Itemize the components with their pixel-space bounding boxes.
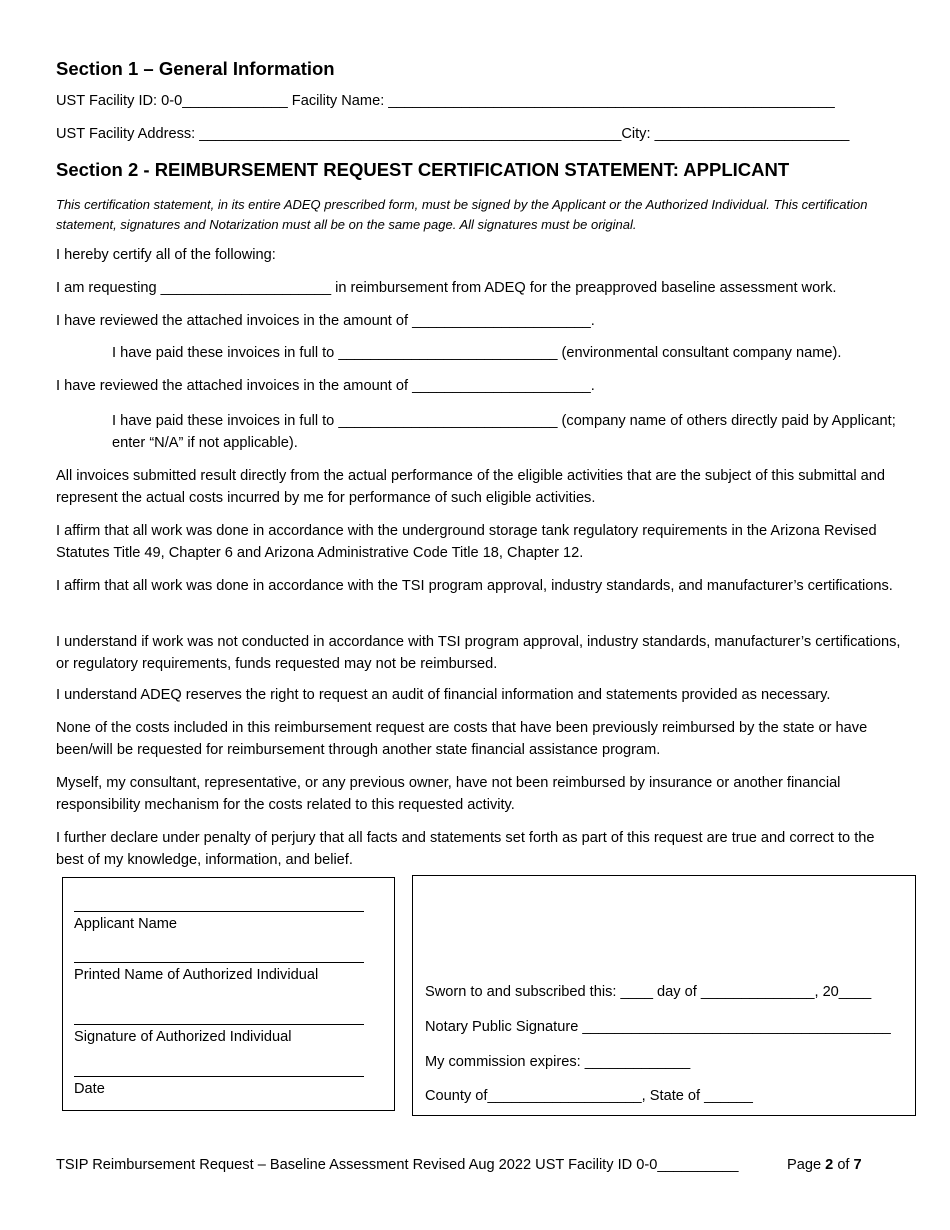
signature-label: Signature of Authorized Individual [74,1029,292,1045]
requesting-amount-line[interactable]: I am requesting _____________________ in reimbursement from ADEQ for the preapproved baseline assessment work. [56,280,837,296]
invoices-paragraph: All invoices submitted result directly from the actual performance of the eligible activities that are the subject of this submittal and represent the actual costs incurred by me for performance of such eligible activities. [56,468,886,506]
paid-others-line[interactable]: I have paid these invoices in full to ___________________________ (company name of others directly paid by Applicant; enter “N/A” if not applicable). [112,413,896,451]
applicant-name-label: Applicant Name [74,916,178,932]
printed-name-line[interactable] [74,962,364,963]
costs-not-reimbursed-paragraph: None of the costs included in this reimbursement request are costs that have been previously reimbursed by the state or have been/will be requested for reimbursement through another state financial assistance program. [56,720,868,758]
notary-signature-line[interactable]: Notary Public Signature ______________________________________ [425,1019,891,1035]
county-state-line[interactable]: County of___________________, State of ______ [425,1088,753,1104]
signature-line[interactable] [74,1024,364,1025]
affirm-regulatory-paragraph: I affirm that all work was done in accordance with the underground storage tank regulatory requirements in the Arizona Revised Statutes Title 49, Chapter 6 and Arizona Administrative Code Title 18, Chapter 12. [56,523,877,561]
page-prefix: Page [787,1157,826,1173]
understand-audit-paragraph: I understand ADEQ reserves the right to request an audit of financial information and statements provided as necessary. [56,687,831,703]
perjury-declaration-paragraph: I further declare under penalty of perjury that all facts and statements set forth as part of this request are true and correct to the best of my knowledge, information, and belief. [56,830,875,868]
section-1-heading: Section 1 – General Information [56,58,335,79]
facility-id-name-line[interactable]: UST Facility ID: 0-0_____________ Facility Name: _______________________________________________________ [56,93,835,109]
reviewed-invoices-line-2[interactable]: I have reviewed the attached invoices in the amount of ______________________. [56,378,595,394]
reviewed-invoices-line-1[interactable]: I have reviewed the attached invoices in the amount of ______________________. [56,313,595,329]
page-current: 2 [825,1157,834,1173]
footer-document-info: TSIP Reimbursement Request – Baseline Assessment Revised Aug 2022 UST Facility ID 0-0__________ [56,1157,739,1173]
page-total: 7 [853,1157,862,1173]
sworn-line[interactable]: Sworn to and subscribed this: ____ day of ______________, 20____ [425,984,872,1000]
printed-name-label: Printed Name of Authorized Individual [74,967,319,983]
commission-expires-line[interactable]: My commission expires: _____________ [425,1054,691,1070]
certify-statement: I hereby certify all of the following: [56,247,276,263]
paid-consultant-line[interactable]: I have paid these invoices in full to ___________________________ (environmental consultant company name). [112,345,842,361]
date-label: Date [74,1081,105,1097]
applicant-name-line[interactable] [74,911,364,912]
affirm-tsi-paragraph: I affirm that all work was done in accordance with the TSI program approval, industry standards, and manufacturer’s certifications. [56,578,893,594]
section-2-heading: Section 2 - REIMBURSEMENT REQUEST CERTIFICATION STATEMENT: APPLICANT [56,159,790,180]
footer-page-number [787,1157,862,1173]
understand-funds-paragraph: I understand if work was not conducted in accordance with TSI program approval, industry standards, manufacturer’s certifications, or regulatory requirements, funds requested may not be reimbursed. [56,634,901,672]
date-line[interactable] [74,1076,364,1077]
facility-address-city-line[interactable]: UST Facility Address: ____________________________________________________City: ________________________ [56,126,850,142]
notary-box [412,875,916,1116]
page-of: of [833,1157,854,1173]
applicant-signature-box [62,877,395,1111]
certification-intro: This certification statement, in its entire ADEQ prescribed form, must be signed by the Applicant or the Authorized Individual. This certification statement, signatures and Notarization must all be on the same page. All signatures must be original. [56,197,868,232]
insurance-paragraph: Myself, my consultant, representative, or any previous owner, have not been reimbursed by insurance or another financial responsibility mechanism for the costs related to this requested activity. [56,775,841,813]
